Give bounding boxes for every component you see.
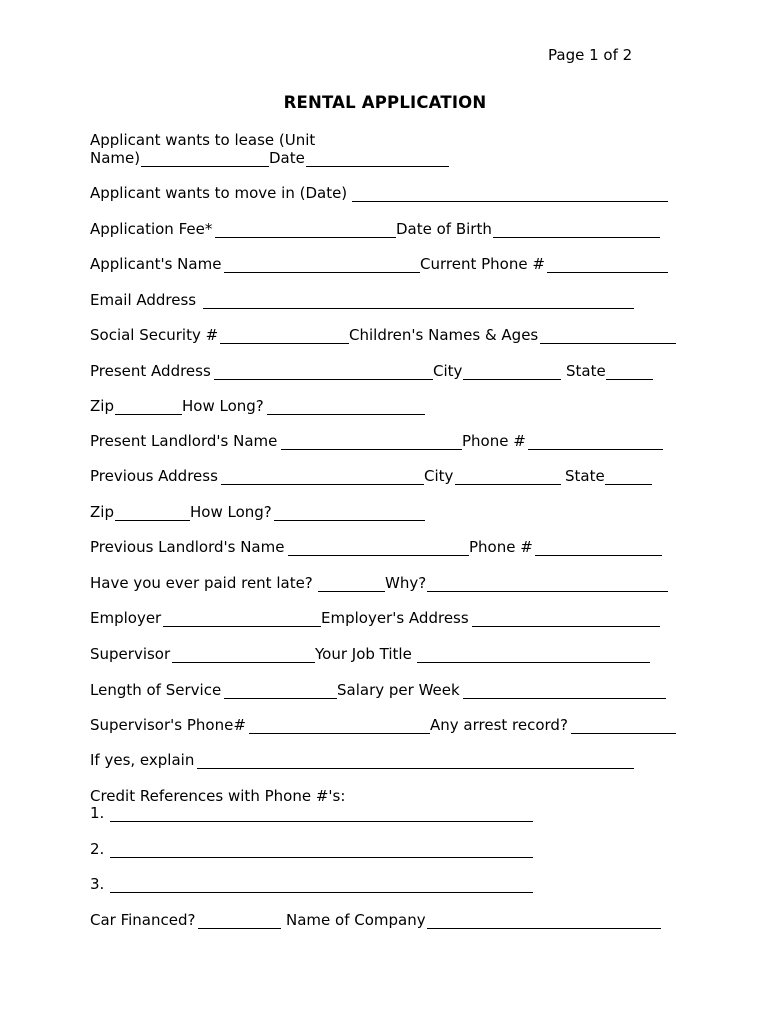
children-label: Children's Names & Ages	[349, 326, 539, 344]
date-of-birth-field[interactable]	[493, 220, 660, 238]
company-name-label: Name of Company	[286, 911, 426, 929]
present-landlord-phone-field[interactable]	[528, 432, 663, 450]
application-fee-field[interactable]	[215, 220, 396, 238]
previous-landlord-phone-field[interactable]	[535, 538, 662, 556]
supervisor-label: Supervisor	[90, 645, 171, 663]
current-phone-field[interactable]	[547, 255, 668, 273]
present-city-field[interactable]	[463, 362, 561, 380]
job-title-field[interactable]	[417, 645, 650, 663]
applicant-name-field[interactable]	[224, 255, 420, 273]
employer-label: Employer	[90, 609, 162, 627]
paid-late-field[interactable]	[318, 574, 385, 592]
job-title-label: Your Job Title	[315, 645, 412, 663]
credit-ref-3-field[interactable]	[110, 875, 533, 893]
credit-ref-2-label: 2.	[90, 840, 105, 858]
application-fee-label: Application Fee*	[90, 220, 213, 238]
previous-landlord-phone-label: Phone #	[469, 538, 533, 556]
form-title: RENTAL APPLICATION	[283, 93, 487, 112]
car-financed-label: Car Financed?	[90, 911, 196, 929]
present-state-field[interactable]	[606, 362, 653, 380]
previous-city-label: City	[424, 467, 454, 485]
children-field[interactable]	[540, 326, 676, 344]
why-field[interactable]	[427, 574, 668, 592]
credit-ref-3-label: 3.	[90, 875, 105, 893]
present-zip-label: Zip	[90, 397, 114, 415]
company-name-field[interactable]	[427, 911, 661, 929]
previous-state-field[interactable]	[605, 467, 652, 485]
previous-landlord-label: Previous Landlord's Name	[90, 538, 285, 556]
arrest-record-label: Any arrest record?	[430, 716, 568, 734]
previous-zip-field[interactable]	[115, 503, 190, 521]
ssn-label: Social Security #	[90, 326, 219, 344]
email-field[interactable]	[203, 291, 634, 309]
employer-address-field[interactable]	[472, 609, 660, 627]
present-zip-field[interactable]	[115, 397, 182, 415]
date-field[interactable]	[306, 149, 449, 167]
current-phone-label: Current Phone #	[420, 255, 545, 273]
car-financed-field[interactable]	[198, 911, 281, 929]
present-landlord-phone-label: Phone #	[462, 432, 526, 450]
present-landlord-label: Present Landlord's Name	[90, 432, 278, 450]
if-yes-label: If yes, explain	[90, 751, 195, 769]
employer-field[interactable]	[163, 609, 321, 627]
why-label: Why?	[385, 574, 427, 592]
previous-city-field[interactable]	[455, 467, 561, 485]
previous-how-long-label: How Long?	[190, 503, 272, 521]
unit-label-line1: Applicant wants to lease (Unit	[90, 131, 316, 149]
present-state-label: State	[566, 362, 606, 380]
credit-ref-2-field[interactable]	[110, 840, 533, 858]
previous-how-long-field[interactable]	[274, 503, 425, 521]
email-label: Email Address	[90, 291, 197, 309]
present-how-long-label: How Long?	[182, 397, 264, 415]
salary-label: Salary per Week	[337, 681, 460, 699]
present-landlord-field[interactable]	[281, 432, 462, 450]
move-in-label: Applicant wants to move in (Date)	[90, 184, 348, 202]
supervisor-field[interactable]	[172, 645, 315, 663]
credit-references-label: Credit References with Phone #'s:	[90, 787, 346, 805]
unit-label-line2: Name)	[90, 149, 141, 167]
previous-address-field[interactable]	[221, 467, 424, 485]
page-indicator: Page 1 of 2	[548, 46, 633, 64]
credit-ref-1-label: 1.	[90, 804, 105, 822]
date-of-birth-label: Date of Birth	[396, 220, 492, 238]
salary-field[interactable]	[463, 681, 666, 699]
unit-name-field[interactable]	[141, 149, 269, 167]
arrest-record-field[interactable]	[571, 716, 676, 734]
length-of-service-field[interactable]	[224, 681, 337, 699]
ssn-field[interactable]	[220, 326, 349, 344]
present-address-label: Present Address	[90, 362, 211, 380]
applicant-name-label: Applicant's Name	[90, 255, 222, 273]
supervisor-phone-field[interactable]	[249, 716, 430, 734]
date-label: Date	[269, 149, 305, 167]
present-how-long-field[interactable]	[267, 397, 425, 415]
paid-late-label: Have you ever paid rent late?	[90, 574, 313, 592]
present-address-field[interactable]	[214, 362, 433, 380]
previous-address-label: Previous Address	[90, 467, 218, 485]
present-city-label: City	[433, 362, 463, 380]
move-in-field[interactable]	[352, 184, 668, 202]
supervisor-phone-label: Supervisor's Phone#	[90, 716, 246, 734]
explain-field[interactable]	[197, 751, 634, 769]
previous-state-label: State	[565, 467, 605, 485]
credit-ref-1-field[interactable]	[110, 804, 533, 822]
previous-landlord-field[interactable]	[288, 538, 469, 556]
employer-address-label: Employer's Address	[321, 609, 469, 627]
length-of-service-label: Length of Service	[90, 681, 222, 699]
previous-zip-label: Zip	[90, 503, 114, 521]
